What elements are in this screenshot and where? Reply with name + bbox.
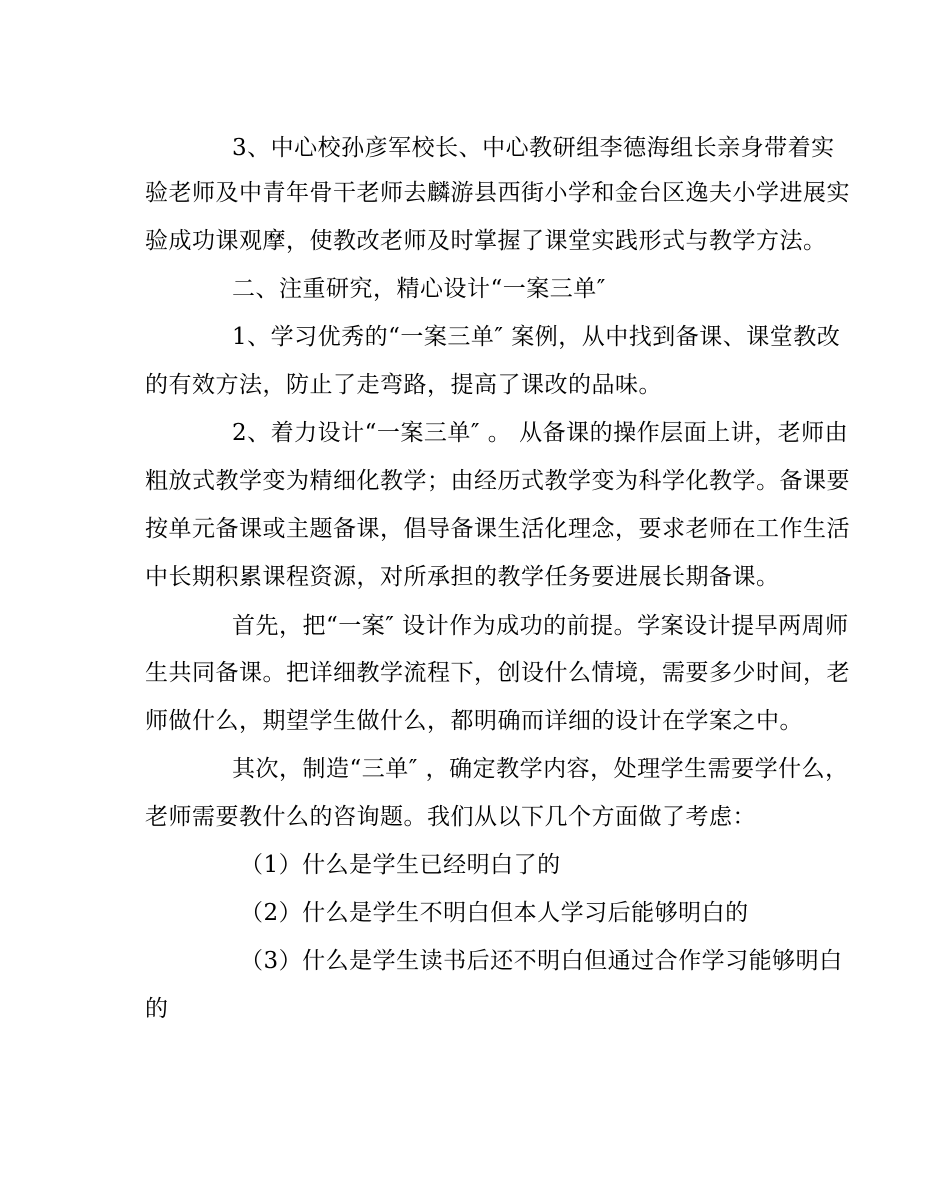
list-item: （1）什么是学生已经明白了的 xyxy=(240,852,561,878)
paragraph-line: 2、着力设计“一案三单″ 。 从备课的操作层面上讲，老师由 xyxy=(232,420,849,446)
paragraph-line: 师做什么，期望学生做什么，都明确而详细的设计在学案之中。 xyxy=(145,708,803,734)
paragraph-line: 生共同备课。把详细教学流程下，创设什么情境，需要多少时间，老 xyxy=(145,660,850,686)
paragraph-line: 中长期积累课程资源，对所承担的教学任务要进展长期备课。 xyxy=(145,564,780,590)
paragraph-line: 验老师及中青年骨干老师去麟游县西街小学和金台区逸夫小学进展实 xyxy=(145,180,850,206)
paragraph-line: 其次，制造“三单″ ，确定教学内容，处理学生需要学什么， xyxy=(232,756,849,782)
paragraph-line: 按单元备课或主题备课，倡导备课生活化理念，要求老师在工作生活 xyxy=(145,516,850,542)
paragraph-line: 1、学习优秀的“一案三单″ 案例，从中找到备课、课堂教改 xyxy=(232,324,841,350)
paragraph-line: 3、中心校孙彦军校长、中心教研组李德海组长亲身带着实 xyxy=(232,135,835,161)
list-item: （2）什么是学生不明白但本人学习后能够明白的 xyxy=(240,900,749,926)
list-item: （3）什么是学生读书后还不明白但通过合作学习能够明白 xyxy=(240,948,843,974)
paragraph-line: 验成功课观摩，使教改老师及时掌握了课堂实践形式与教学方法。 xyxy=(145,228,827,254)
paragraph-line: 首先，把“一案″ 设计作为成功的前提。学案设计提早两周师 xyxy=(232,613,849,639)
paragraph-line: 老师需要教什么的咨询题。我们从以下几个方面做了考虑： xyxy=(145,804,756,830)
paragraph-line: 粗放式教学变为精细化教学；由经历式教学变为科学化教学。备课要 xyxy=(145,468,850,494)
paragraph-line: 的有效方法，防止了走弯路，提高了课改的品味。 xyxy=(145,372,662,398)
section-heading: 二、注重研究，精心设计“一案三单″ xyxy=(232,276,606,302)
list-item-continuation: 的 xyxy=(145,996,169,1022)
